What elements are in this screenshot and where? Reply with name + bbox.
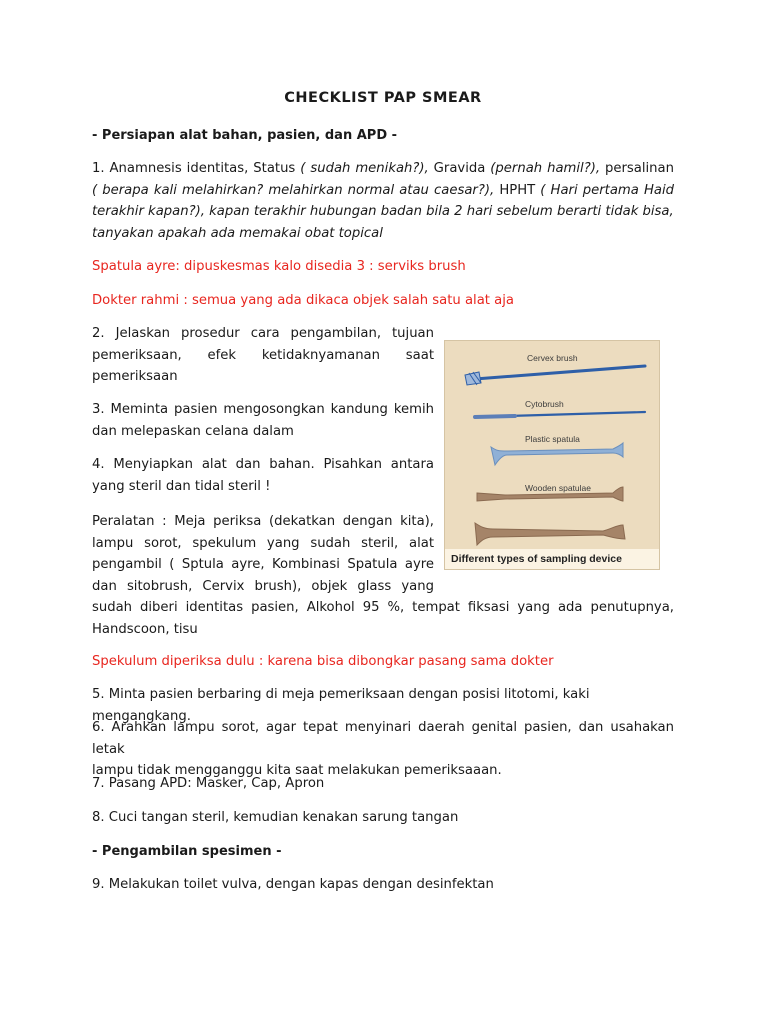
cervex-brush-icon (465, 366, 645, 385)
section-heading-persiapan: - Persiapan alat bahan, pasien, dan APD - (92, 128, 398, 143)
section-heading-pengambilan: - Pengambilan spesimen - (92, 844, 282, 859)
item-4-menyiapkan-alat: 4. Menyiapkan alat dan bahan. Pisahkan antara yang steril dan tidal steril ! (92, 457, 434, 494)
item-2-jelaskan-prosedur: 2. Jelaskan prosedur cara pengambilan, tujuan pemeriksaan, efek ketidaknyamanan saat pemeriksaan (92, 326, 434, 384)
note-dokter-rahmi: Dokter rahmi : semua yang ada dikaca objek salah satu alat aja (92, 293, 514, 308)
wooden-spatula-icon (475, 523, 625, 545)
label-cervex-brush: Cervex brush (527, 353, 578, 363)
item-1-anamnesis: 1. Anamnesis identitas, Status ( sudah menikah?), Gravida (pernah hamil?), persalinan ( berapa kali melahirkan? melahirkan normal atau caesar?), HPHT ( Hari pertama Haid terakhir kapan?), kapan terakhir hubungan badan bila 2 hari sebelum berarti tidak bisa, tanyakan apakah ada memakai obat topical (92, 161, 674, 241)
page-title: CHECKLIST PAP SMEAR (284, 90, 482, 106)
label-cytobrush: Cytobrush (525, 399, 564, 409)
item-9-toilet-vulva: 9. Melakukan toilet vulva, dengan kapas dengan desinfektan (92, 877, 494, 892)
item-6-lampu-sorot: 6. Arahkan lampu sorot, agar tepat menyinari daerah genital pasien, dan usahakan letak lampu tidak mengganggu kita saat melakukan pemeriksaaan. (92, 720, 674, 778)
item-8-cuci-tangan: 8. Cuci tangan steril, kemudian kenakan sarung tangan (92, 810, 459, 825)
sampling-devices-illustration (445, 341, 659, 549)
peralatan-paragraph: Peralatan : Meja periksa (dekatkan dengan kita), lampu sorot, spekulum yang sudah steril, alat pengambil ( Sptula ayre, Kombinasi Spatula ayre dan sitobrush, Cervix brush), objek glass yang sudah diberi identitas pasien, Alkohol 95 %, tempat fiksasi yang ada penutupnya, Handscoon, tisu (92, 514, 674, 637)
item-3-kandung-kemih: 3. Meminta pasien mengosongkan kandung kemih dan melepaskan celana dalam (92, 402, 434, 439)
label-wooden-spatulae: Wooden spatulae (525, 483, 592, 493)
note-spatula-ayre: Spatula ayre: dipuskesmas kalo disedia 3 : serviks brush (92, 259, 466, 274)
item-7-pasang-apd: 7. Pasang APD: Masker, Cap, Apron (92, 776, 325, 791)
item-5-posisi-litotomi: 5. Minta pasien berbaring di meja pemeriksaan dengan posisi litotomi, kaki mengangkang. (92, 687, 590, 724)
figure-caption: Different types of sampling device (445, 549, 659, 569)
note-spekulum: Spekulum diperiksa dulu : karena bisa dibongkar pasang sama dokter (92, 654, 554, 669)
plastic-spatula-icon (491, 443, 623, 465)
label-plastic-spatula: Plastic spatula (525, 434, 580, 444)
cytobrush-icon (475, 412, 645, 417)
sampling-devices-figure (444, 340, 660, 570)
